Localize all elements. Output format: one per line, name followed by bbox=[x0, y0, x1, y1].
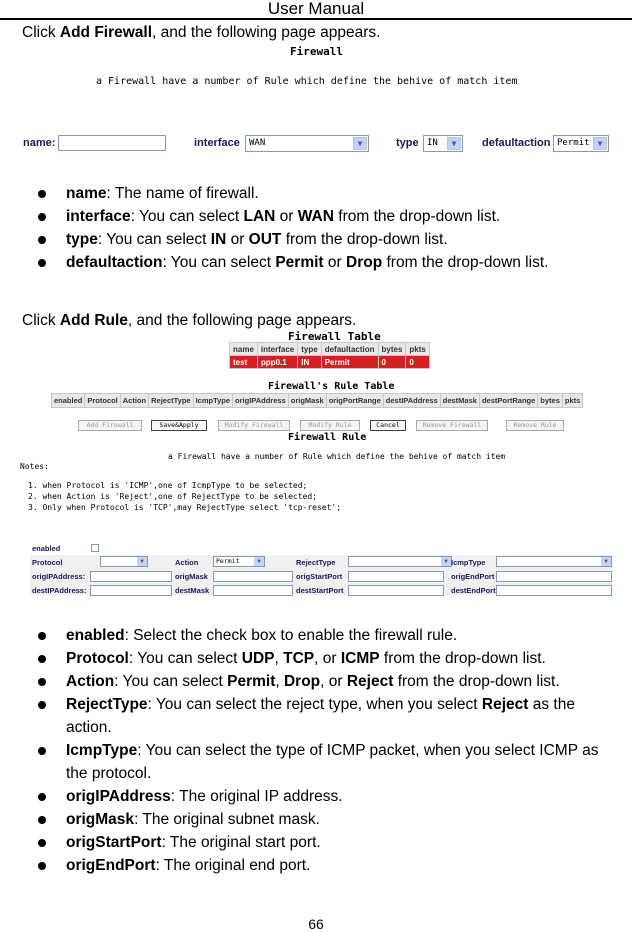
list-item: type: You can select IN or OUT from the drop-down list. bbox=[38, 228, 623, 251]
table-cell: 0 bbox=[406, 356, 429, 369]
table-header: defaultaction bbox=[321, 343, 378, 356]
firewall-field-list bbox=[38, 182, 623, 274]
action-select[interactable] bbox=[213, 556, 265, 567]
list-item: Action: You can select Permit, Drop, or Reject from the drop-down list. bbox=[38, 670, 623, 693]
chevron-down-icon: ▼ bbox=[137, 557, 147, 566]
origend-input[interactable] bbox=[496, 571, 612, 582]
table-header: pkts bbox=[562, 394, 582, 408]
table-header: bytes bbox=[538, 394, 563, 408]
list-item: defaultaction: You can select Permit or Drop from the drop-down list. bbox=[38, 251, 623, 274]
enabled-checkbox[interactable] bbox=[91, 544, 99, 552]
intro-bold: Add Rule bbox=[59, 312, 128, 329]
firewall-description: a Firewall have a number of Rule which define the behive of match item bbox=[96, 76, 518, 87]
table-row[interactable] bbox=[230, 356, 430, 369]
intro-suffix: , and the following page appears. bbox=[127, 312, 357, 329]
list-item: RejectType: You can select the reject type, when you select Reject as the action. bbox=[38, 693, 623, 739]
list-item: IcmpType: You can select the type of ICMP packet, when you select ICMP as the protocol. bbox=[38, 739, 623, 785]
chevron-down-icon: ▼ bbox=[441, 557, 451, 566]
origstart-label: origStartPort bbox=[296, 572, 343, 581]
table-header: pkts bbox=[406, 343, 429, 356]
origend-label: origEndPort bbox=[451, 572, 495, 581]
destip-label: destIPAddress: bbox=[32, 586, 87, 595]
page-number: 66 bbox=[308, 916, 324, 932]
notes-title: Notes: bbox=[20, 462, 49, 471]
intro-prefix: Click bbox=[22, 312, 60, 329]
table-cell: test bbox=[230, 356, 258, 369]
table-header: destMask bbox=[440, 394, 479, 408]
table-header: origPortRange bbox=[326, 394, 383, 408]
chevron-down-icon: ▼ bbox=[353, 137, 367, 150]
cancel-button[interactable]: Cancel bbox=[370, 420, 406, 431]
list-item: interface: You can select LAN or WAN from the drop-down list. bbox=[38, 205, 623, 228]
modify-rule-button[interactable]: Modify Rule bbox=[300, 420, 360, 431]
action-value: Permit bbox=[216, 557, 240, 565]
origstart-input[interactable] bbox=[348, 571, 444, 582]
save-apply-button[interactable]: Save&Apply bbox=[151, 420, 207, 431]
rule-description: a Firewall have a number of Rule which define the behive of match item bbox=[168, 452, 506, 461]
type-value: IN bbox=[427, 138, 438, 148]
note-line: 1. when Protocol is 'ICMP',one of IcmpType to be selected; bbox=[28, 481, 308, 490]
firewall-table-title: Firewall Table bbox=[288, 330, 381, 343]
type-select[interactable] bbox=[423, 135, 463, 152]
table-header: RejectType bbox=[149, 394, 193, 408]
bullet-icon bbox=[38, 190, 46, 198]
chevron-down-icon: ▼ bbox=[601, 557, 611, 566]
origmask-input[interactable] bbox=[213, 571, 293, 582]
note-line: 3. Only when Protocol is 'TCP',may RejectType select 'tcp-reset'; bbox=[28, 503, 342, 512]
table-header: bytes bbox=[378, 343, 406, 356]
rule-table bbox=[51, 393, 583, 408]
destend-label: destEndPort bbox=[451, 586, 496, 595]
add-firewall-button[interactable]: Add Firewall bbox=[78, 420, 142, 431]
firewall-table bbox=[229, 342, 430, 369]
remove-firewall-button[interactable]: Remove Firewall bbox=[416, 420, 488, 431]
type-label: type bbox=[396, 137, 419, 149]
deststart-label: destStartPort bbox=[296, 586, 344, 595]
rejecttype-select[interactable] bbox=[348, 556, 452, 567]
name-input[interactable] bbox=[58, 135, 166, 151]
table-header: type bbox=[298, 343, 321, 356]
origip-label: origIPAddress: bbox=[32, 572, 86, 581]
destend-input[interactable] bbox=[496, 585, 612, 596]
list-item: origMask: The original subnet mask. bbox=[38, 808, 623, 831]
origip-input[interactable] bbox=[90, 571, 172, 582]
defaultaction-label: defaultaction bbox=[482, 137, 551, 149]
chevron-down-icon: ▼ bbox=[447, 137, 461, 150]
action-label: Action bbox=[175, 558, 199, 567]
note-line: 2. when Action is 'Reject',one of RejectType to be selected; bbox=[28, 492, 317, 501]
intro-add-rule bbox=[22, 312, 356, 330]
table-header: Action bbox=[120, 394, 148, 408]
bullet-icon bbox=[38, 816, 46, 824]
protocol-select[interactable] bbox=[100, 556, 148, 567]
table-cell: 0 bbox=[378, 356, 406, 369]
bullet-icon bbox=[38, 793, 46, 801]
table-cell: IN bbox=[298, 356, 321, 369]
table-cell: ppp0.1 bbox=[257, 356, 297, 369]
table-header: IcmpType bbox=[193, 394, 232, 408]
interface-label: interface bbox=[194, 137, 240, 149]
destip-input[interactable] bbox=[90, 585, 172, 596]
table-header: name bbox=[230, 343, 258, 356]
bullet-icon bbox=[38, 236, 46, 244]
chevron-down-icon: ▼ bbox=[593, 137, 607, 150]
enabled-label: enabled bbox=[32, 544, 61, 553]
destmask-label: destMask bbox=[175, 586, 210, 595]
icmptype-select[interactable] bbox=[496, 556, 612, 567]
defaultaction-value: Permit bbox=[557, 138, 590, 148]
bullet-icon bbox=[38, 213, 46, 221]
interface-value: WAN bbox=[249, 138, 266, 148]
destmask-input[interactable] bbox=[213, 585, 293, 596]
remove-rule-button[interactable]: Remove Rule bbox=[506, 420, 564, 431]
chevron-down-icon: ▼ bbox=[254, 557, 264, 566]
page-header: User Manual bbox=[0, 0, 632, 20]
table-header: Protocol bbox=[85, 394, 120, 408]
table-header: destIPAddress bbox=[383, 394, 440, 408]
list-item: enabled: Select the check box to enable the firewall rule. bbox=[38, 624, 623, 647]
origmask-label: origMask bbox=[175, 572, 208, 581]
name-label: name: bbox=[23, 137, 56, 149]
bullet-icon bbox=[38, 678, 46, 686]
table-header: origIPAddress bbox=[233, 394, 289, 408]
intro-suffix: , and the following page appears. bbox=[152, 24, 381, 41]
rule-field-list bbox=[38, 624, 623, 877]
list-item: origEndPort: The original end port. bbox=[38, 854, 623, 877]
list-item: name: The name of firewall. bbox=[38, 182, 623, 205]
table-header: enabled bbox=[52, 394, 85, 408]
deststart-input[interactable] bbox=[348, 585, 444, 596]
modify-firewall-button[interactable]: Modify Firewall bbox=[218, 420, 290, 431]
defaultaction-select[interactable] bbox=[553, 135, 609, 152]
bullet-icon bbox=[38, 839, 46, 847]
firewall-title: Firewall bbox=[290, 45, 343, 58]
table-cell: Permit bbox=[321, 356, 378, 369]
list-item: origStartPort: The original start port. bbox=[38, 831, 623, 854]
table-header: destPortRange bbox=[479, 394, 537, 408]
table-header: interface bbox=[257, 343, 297, 356]
bullet-icon bbox=[38, 259, 46, 267]
bullet-icon bbox=[38, 632, 46, 640]
firewall-form-screenshot bbox=[20, 44, 612, 156]
bullet-icon bbox=[38, 747, 46, 755]
bullet-icon bbox=[38, 655, 46, 663]
rejecttype-label: RejectType bbox=[296, 558, 336, 567]
protocol-label: Protocol bbox=[32, 558, 63, 567]
interface-select[interactable] bbox=[245, 135, 369, 152]
list-item: origIPAddress: The original IP address. bbox=[38, 785, 623, 808]
list-item: Protocol: You can select UDP, TCP, or ICMP from the drop-down list. bbox=[38, 647, 623, 670]
rule-form-title: Firewall Rule bbox=[288, 432, 367, 443]
intro-prefix: Click bbox=[22, 24, 60, 41]
rule-table-title: Firewall's Rule Table bbox=[268, 381, 395, 392]
bullet-icon bbox=[38, 701, 46, 709]
bullet-icon bbox=[38, 862, 46, 870]
table-header: origMask bbox=[288, 394, 326, 408]
intro-bold: Add Firewall bbox=[59, 24, 153, 41]
icmptype-label: IcmpType bbox=[451, 558, 486, 567]
firewall-rule-screenshot bbox=[18, 330, 614, 600]
intro-add-firewall bbox=[22, 24, 380, 42]
